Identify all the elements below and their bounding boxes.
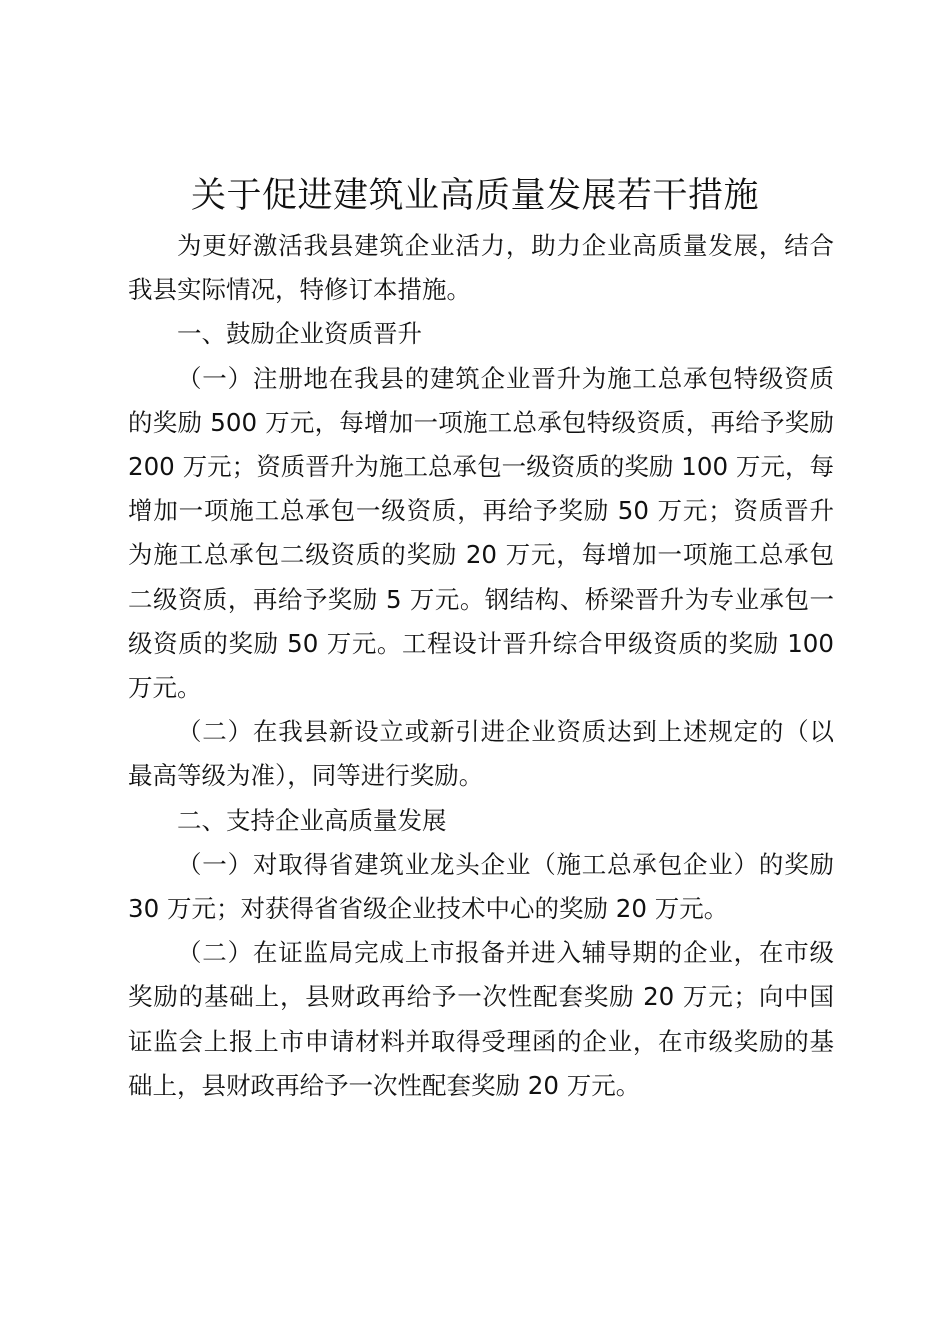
section-2-item-2: （二）在证监局完成上市报备并进入辅导期的企业，在市级奖励的基础上，县财政再给予一次性配套奖励 20 万元；向中国证监会上报上市申请材料并取得受理函的企业，在市级奖励的基础上，县财政再给予一次性配套奖励 20 万元。: [128, 938, 834, 1100]
section-1-item-1: （一）注册地在我县的建筑企业晋升为施工总承包特级资质的奖励 500 万元，每增加一项施工总承包特级资质，再给予奖励 200 万元；资质晋升为施工总承包一级资质的奖励 100 万元，每增加一项施工总承包一级资质，再给予奖励 50 万元；资质晋升为施工总承包二级资质的奖励 20 万元，每增加一项施工总承包二级资质，再给予奖励 5 万元。钢结构、桥梁晋升为专业承包一级资质的奖励 50 万元。工程设计晋升综合甲级资质的奖励 100 万元。: [128, 363, 834, 703]
intro-paragraph: 为更好激活我县建筑企业活力，助力企业高质量发展，结合我县实际情况，特修订本措施。: [128, 231, 834, 305]
document-title: 关于促进建筑业高质量发展若干措施: [190, 176, 759, 216]
section-2-heading: 二、支持企业高质量发展: [177, 805, 447, 835]
document-body: [128, 224, 834, 1108]
section-2-item-1: （一）对取得省建筑业龙头企业（施工总承包企业）的奖励 30 万元；对获得省省级企业技术中心的奖励 20 万元。: [128, 849, 834, 924]
section-1-heading: 一、鼓励企业资质晋升: [177, 319, 422, 349]
section-1-item-2: （二）在我县新设立或新引进企业资质达到上述规定的（以最高等级为准），同等进行奖励。: [128, 717, 834, 791]
